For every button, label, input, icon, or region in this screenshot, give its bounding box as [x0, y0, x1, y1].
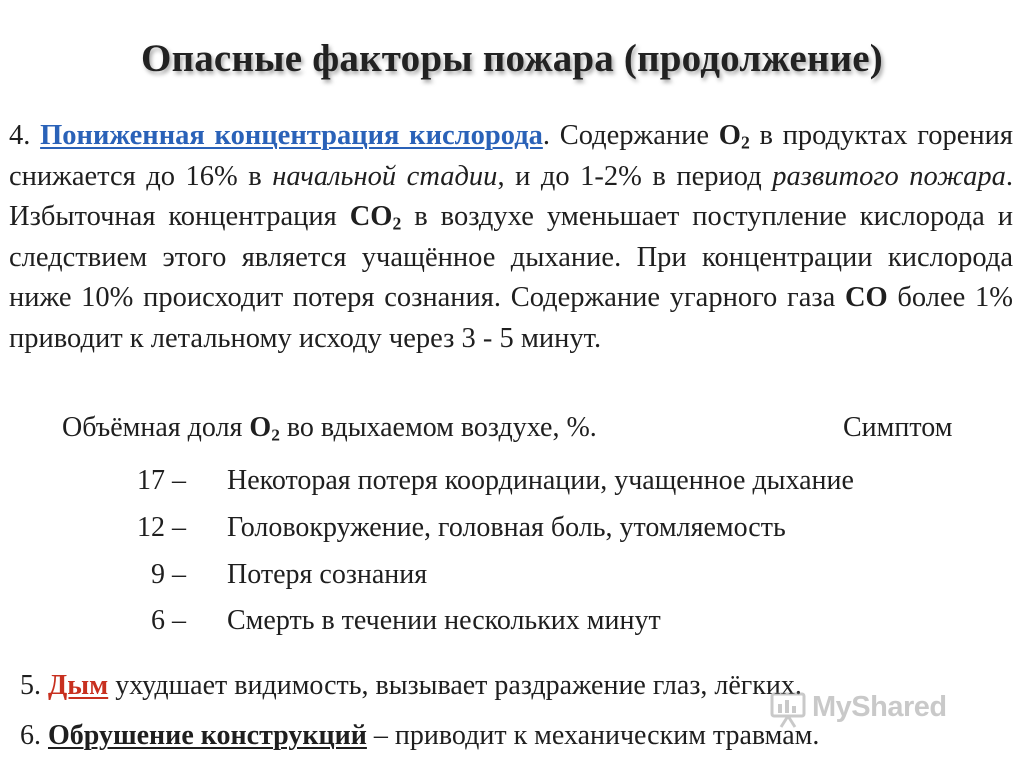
- term-collapse: Обрушение конструкций: [48, 720, 367, 751]
- text-segment: , и до 1-2% в период: [497, 160, 773, 192]
- formula-base: O: [718, 120, 741, 151]
- row-value: 9 –: [151, 559, 186, 590]
- row-symptom: Потеря сознания: [227, 559, 428, 590]
- watermark-text: MyShared: [812, 691, 947, 723]
- item-number: 6.: [20, 720, 48, 751]
- paragraph-5: [20, 670, 802, 702]
- formula-subscript: 2: [271, 425, 280, 445]
- column-header-fraction: [62, 412, 597, 444]
- slide-title: Опасные факторы пожара (продолжение): [141, 37, 883, 80]
- formula-subscript: 2: [740, 132, 750, 153]
- row-symptom: Некоторая потеря координации, учащенное дыхание: [227, 465, 854, 496]
- paragraph-4: [9, 116, 1013, 360]
- formula-base: O: [249, 412, 272, 443]
- item-number: 4.: [9, 120, 31, 151]
- formula-co2: [350, 201, 402, 232]
- column-header-symptom: Симптом: [843, 412, 953, 443]
- paragraph-6: [20, 720, 819, 752]
- row-value: 6 –: [151, 605, 186, 636]
- term-smoke: Дым: [48, 670, 109, 701]
- header-text: Объёмная доля: [62, 412, 250, 443]
- formula-base: CO: [349, 201, 393, 233]
- header-text: во вдыхаемом воздухе, %.: [279, 412, 597, 443]
- italic-developed-fire: развитого пожара: [772, 160, 1006, 192]
- text-segment: ухудшает видимость, вызывает раздражение глаз, лёгких.: [108, 670, 802, 701]
- text-segment: в продуктах горения снижается до 16% в: [9, 120, 1013, 192]
- text-segment: . Содержание: [542, 120, 719, 151]
- formula-subscript: 2: [392, 213, 402, 234]
- row-symptom: Головокружение, головная боль, утомляемость: [227, 512, 786, 543]
- text-segment: . Избыточная концентрация: [9, 160, 1014, 233]
- text-segment: более 1% приводит к летальному исходу через 3 - 5 минут.: [9, 282, 1013, 354]
- formula-o2: [719, 120, 750, 151]
- italic-initial-stage: начальной стадии: [272, 160, 498, 192]
- row-value: 17 –: [137, 465, 186, 496]
- term-low-oxygen: Пониженная концентрация кислорода: [40, 120, 543, 151]
- row-value: 12 –: [137, 512, 186, 543]
- text-segment: в воздухе уменьшает поступление кислорода и следствием этого является учащённое дыхание. При концентрации кислорода ниже 10% происходит потеря сознания. Содержание угарного газа: [9, 201, 1013, 314]
- formula-co: CO: [844, 282, 888, 314]
- row-symptom: Смерть в течении нескольких минут: [227, 605, 661, 636]
- text-segment: – приводит к механическим травмам.: [366, 720, 820, 751]
- item-number: 5.: [20, 670, 48, 701]
